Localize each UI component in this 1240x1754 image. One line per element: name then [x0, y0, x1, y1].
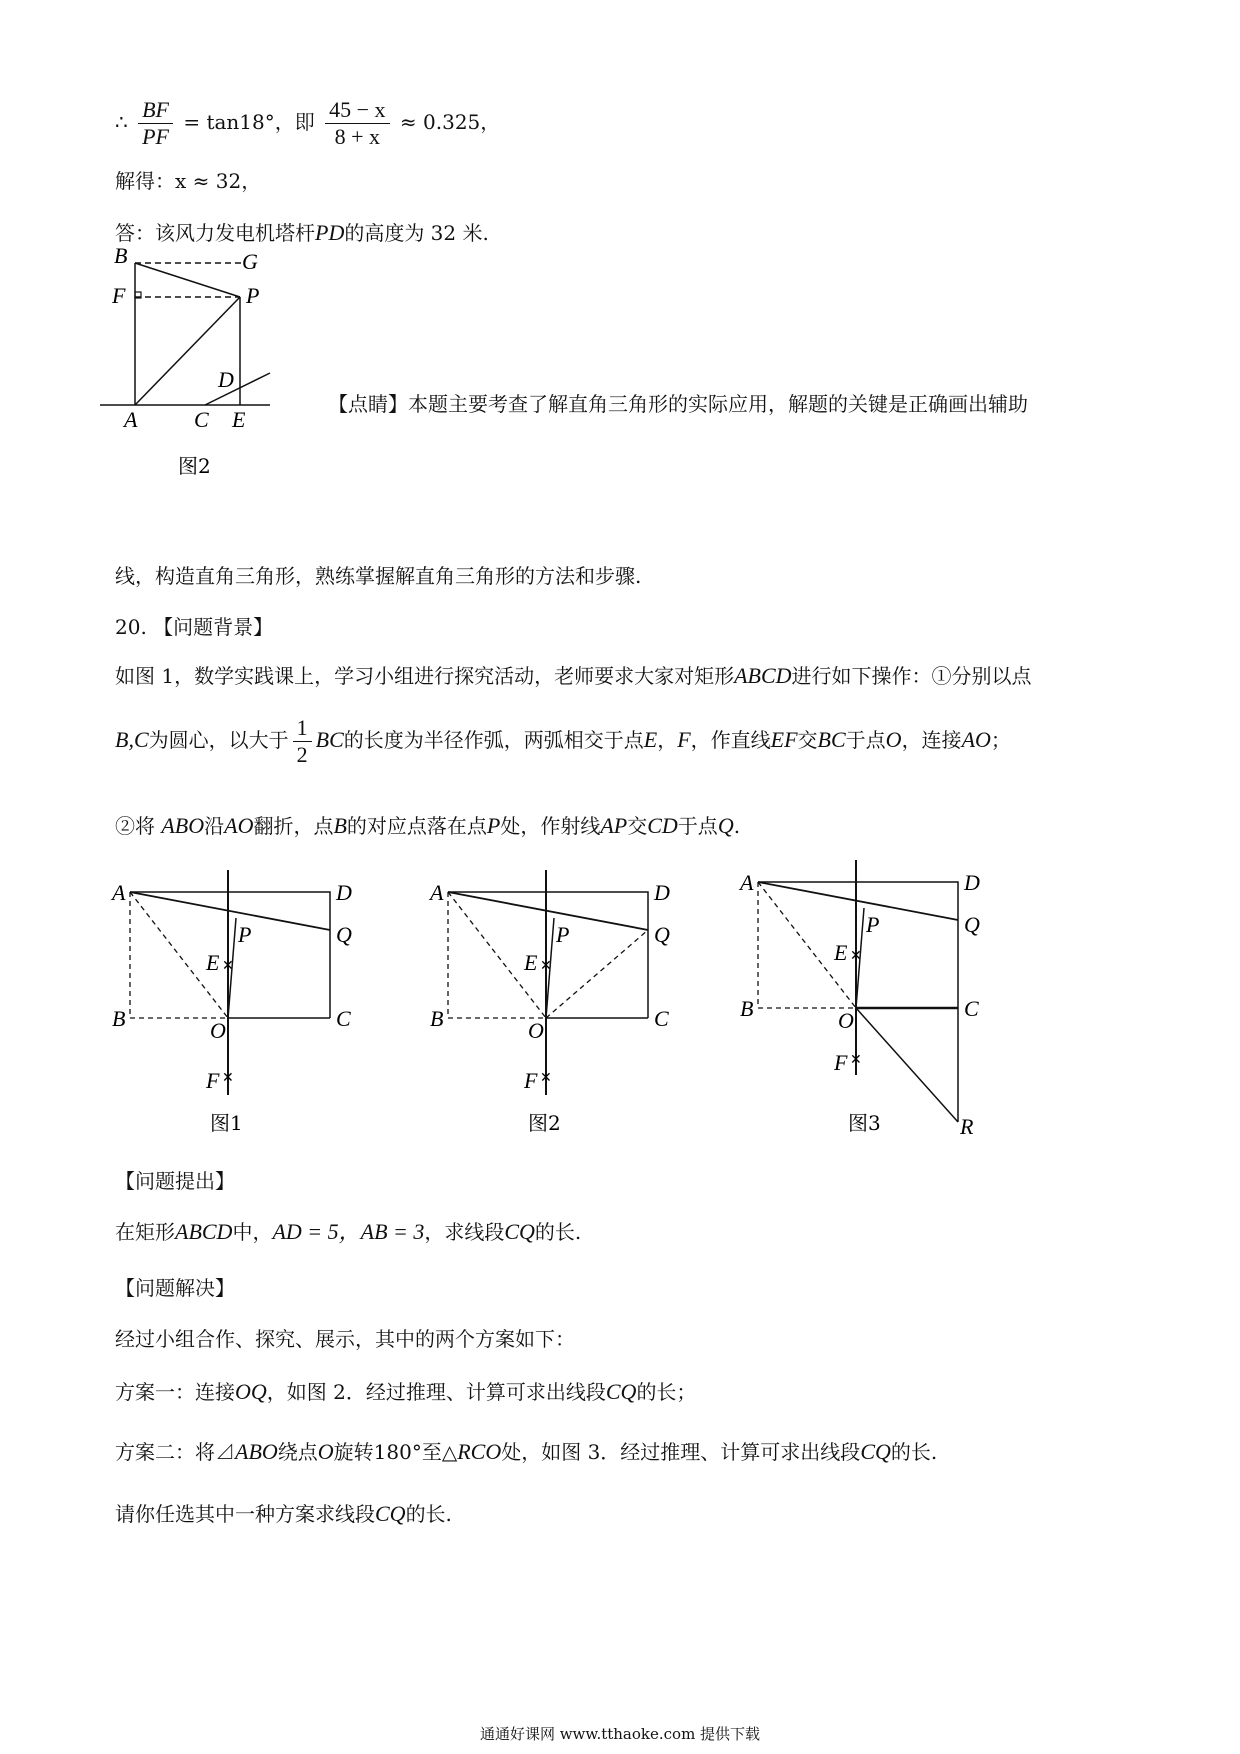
ask-line: 请你任选其中一种方案求线段CQ的长.	[115, 1501, 452, 1526]
q20-para-2: B,C为圆心，以大于 $\frac{1}{2}$ BC的长度为半径作弧，两弧相交于点E，F，作直线EF交BC于点O，连接AO；	[115, 715, 1011, 767]
q20-para-3: ②将 ABO沿AO翻折，点B的对应点落在点P处，作射线AP交CD于点Q.	[115, 813, 741, 838]
fig1-label-a: A	[112, 880, 126, 905]
fig3-label-q: Q	[964, 912, 980, 937]
fig2-label-p: P	[556, 922, 570, 947]
fig3-label-c: C	[964, 996, 979, 1021]
fig3-label-e: E	[834, 940, 848, 965]
fraction-half: $\frac{1}{2}$	[293, 715, 312, 768]
figure-1	[110, 870, 370, 1150]
svg-text:✕: ✕	[222, 1071, 234, 1086]
fraction-bf-pf: $\frac{BF}{PF}$	[138, 97, 173, 150]
solve-intro: 经过小组合作、探究、展示，其中的两个方案如下：	[115, 1327, 575, 1351]
fig1-label-o: O	[210, 1018, 226, 1043]
dianjing-line-2: 线，构造直角三角形，熟练掌握解直角三角形的方法和步骤.	[115, 564, 642, 588]
fig2-label-c: C	[654, 1006, 669, 1031]
fig3-label-b: B	[740, 996, 754, 1021]
figure-3	[738, 860, 998, 1150]
line-bp	[135, 263, 240, 297]
fig1-label-q: Q	[336, 922, 352, 947]
label-p: P	[246, 283, 260, 308]
fig1-label-p: P	[238, 922, 252, 947]
svg-text:✕: ✕	[850, 1053, 862, 1068]
svg-text:✕: ✕	[850, 949, 862, 964]
fig2-label-f: F	[524, 1068, 538, 1093]
fig1-label-e: E	[206, 950, 220, 975]
figure-2	[428, 870, 688, 1150]
label-g: G	[242, 249, 258, 274]
raise-text: 在矩形ABCD中，AD = 5，AB = 3，求线段CQ的长.	[115, 1219, 582, 1244]
fig1-caption: 图1	[210, 1111, 243, 1135]
tower-figure	[100, 245, 300, 485]
svg-text:✕: ✕	[540, 1071, 552, 1086]
label-f: F	[112, 283, 126, 308]
label-a: A	[124, 407, 138, 432]
dianjing-line-1: 【点睛】本题主要考查了解直角三角形的实际应用，解题的关键是正确画出辅助	[328, 392, 1028, 416]
fig2-caption: 图2	[528, 1111, 561, 1135]
answer-line: 答：该风力发电机塔杆PD的高度为 32 米.	[115, 220, 489, 245]
line-tan-equation	[115, 92, 500, 152]
therefore-symbol: ∴	[115, 110, 128, 134]
q20-para-1: 如图 1，数学实践课上，学习小组进行探究活动，老师要求大家对矩形ABCD进行如下操作：①分别以点	[115, 663, 1032, 688]
page-footer: 通通好课网 www.tthaoke.com 提供下载	[479, 1725, 761, 1743]
plan-2: 方案二：将⊿ABO绕点O旋转180°至△RCO处，如图 3．经过推理、计算可求出线段CQ的长.	[115, 1439, 938, 1464]
fig2-label-o: O	[528, 1018, 544, 1043]
fig2-label-e: E	[524, 950, 538, 975]
fig3-label-r: R	[960, 1114, 974, 1139]
solution-line: 解得：x ≈ 32，	[115, 169, 262, 193]
label-d: D	[218, 367, 234, 392]
fig3-label-d: D	[964, 870, 980, 895]
section-solve: 【问题解决】	[115, 1276, 235, 1300]
fig2-label-b: B	[430, 1006, 444, 1031]
fig3-label-a: A	[740, 870, 754, 895]
svg-text:✕: ✕	[222, 959, 234, 974]
fig2-label-d: D	[654, 880, 670, 905]
fig1-label-f: F	[206, 1068, 220, 1093]
fig1-label-d: D	[336, 880, 352, 905]
fraction-45x-8x: $\frac{45 - x}{8 + x}$	[325, 97, 389, 150]
fig2-label-a: A	[430, 880, 444, 905]
fig1-label-b: B	[112, 1006, 126, 1031]
approx-text: ≈ 0.325，	[399, 110, 501, 134]
plan-1: 方案一：连接OQ，如图 2．经过推理、计算可求出线段CQ的长；	[115, 1379, 697, 1404]
fig3-label-p: P	[866, 912, 880, 937]
q20-title: 20. 【问题背景】	[115, 615, 274, 639]
tan-text: = tan18°，即	[183, 110, 315, 134]
fig1-label-c: C	[336, 1006, 351, 1031]
slope-line	[205, 373, 270, 405]
label-c: C	[194, 407, 209, 432]
fig3-label-f: F	[834, 1050, 848, 1075]
svg-text:✕: ✕	[540, 959, 552, 974]
fig3-label-o: O	[838, 1008, 854, 1033]
label-b: B	[114, 245, 128, 268]
fig3-caption: 图3	[848, 1111, 881, 1135]
label-e: E	[232, 407, 246, 432]
figure-caption: 图2	[178, 454, 211, 478]
fig2-label-q: Q	[654, 922, 670, 947]
section-raise: 【问题提出】	[115, 1169, 235, 1193]
